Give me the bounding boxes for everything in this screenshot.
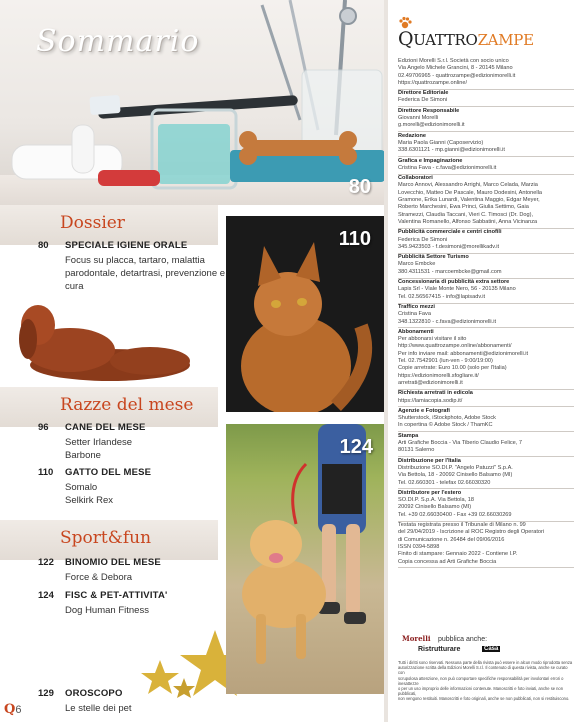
fineprint-line: o per un uso improprio delle informazioni contenute. Manoscritti e foto inviati, anche se non pubblicati, (398, 686, 563, 697)
credit-line: 02.49706965 - quattrozampe@edizionimorelli.it (398, 72, 516, 79)
credit-line: Lovecchio, Matteo De Pascale, Mauro Dodesini, Antonella (398, 189, 542, 196)
ristrutturare-logo: Ristrutturare (418, 646, 461, 653)
credit-line: https://lamiacopia.sodip.it/ (398, 397, 463, 404)
credit-line: Per info inviare mail: abbonamenti@edizionimorelli.it (398, 350, 529, 357)
hero-image-oral-hygiene (0, 0, 385, 205)
also-published-label: pubblica anche: (438, 636, 488, 643)
credit-title: Direttore Responsabile (398, 107, 460, 114)
logo-initial: Q (398, 28, 414, 50)
credit-line: http://www.quattrozampe.online/abbonamenti/ (398, 343, 512, 350)
credit-block (398, 175, 574, 226)
credit-block (398, 304, 574, 326)
credit-block (398, 133, 574, 155)
credit-line: Valentina Romanello, Alfonso Sabbatini, Anna Vicinanza (398, 218, 538, 225)
credit-line: Finito di stampare: Gennaio 2022 - Contiene I.P. (398, 551, 518, 558)
credit-title: Traffico mezzi (398, 304, 435, 310)
credit-block (398, 58, 574, 87)
toc-entry[interactable] (38, 467, 218, 509)
credit-title: Distribuzione per l'Italia (398, 457, 461, 464)
credit-line: ISSN 0394-5898 (398, 543, 440, 550)
entry-description: Force & Debora (65, 572, 133, 583)
credit-line: Distribuzione SO.DI.P. "Angelo Patuzzi" S.p.A. (398, 464, 513, 471)
cat-photo (226, 216, 385, 412)
credit-title: Abbonamenti (398, 328, 434, 335)
credit-line: https://edizionimorelli.sfogliare.it/ (398, 372, 479, 379)
credit-block (398, 108, 574, 130)
fineprint-line: autorizzazione scritta della Edizioni Morelli S.r.l. Il contenuto di questa rivista, anche se curato con (398, 665, 568, 676)
folio (4, 702, 21, 717)
credit-line: Stramezzi, Claudia Taccani, Vieri C. Timosci (Dr. Dog), (398, 211, 534, 218)
entry-page: 124 (38, 590, 54, 601)
photo-page-number: 110 (338, 228, 371, 250)
section-title: Dossier (60, 213, 125, 233)
fineprint (398, 660, 574, 702)
credit-line: Federica De Simoni (398, 97, 448, 104)
entry-heading: OROSCOPO (65, 688, 123, 699)
credit-line: 338.6301121 - mp.gianni@edizionimorelli.it (398, 147, 505, 154)
credit-line: Maria Paola Gianni (Caposervizio) (398, 139, 484, 146)
credit-line: arretrati@edizionimorelli.it (398, 379, 463, 386)
credit-line: Copia concessa ad Arti Grafiche Boccia (398, 558, 497, 565)
entry-page: 110 (38, 467, 54, 478)
credit-line: 80131 Salerno (398, 447, 435, 454)
runner-dog-illustration (226, 424, 385, 694)
toc-entry[interactable] (38, 590, 218, 618)
credit-block (398, 458, 574, 487)
canicross-photo (226, 424, 385, 694)
credit-line: Roberto Marchesini, Ewa Princi, Giulia Settimo, Gaia (398, 204, 529, 211)
entry-heading: CANE DEL MESE (65, 422, 146, 433)
credit-line: SO.DI.P. S.p.A. Via Bettola, 18 (398, 497, 474, 504)
section-header-dossier (0, 205, 218, 245)
entry-description: Focus su placca, tartaro, malattia parodontale, detartrasi, prevenzione e cura (65, 255, 226, 292)
toc-entry[interactable] (38, 688, 218, 716)
credit-line: Gramone, Erika Lunardi, Valentina Maggio, Edgar Meyer, (398, 197, 540, 204)
credit-line: 20092 Cinisello Balsamo (MI) (398, 504, 472, 511)
fineprint-line: Tutti i diritti sono riservati. Nessuna parte della rivista può essere in alcun modo riprodotta senza (398, 660, 573, 665)
credit-line: Tel. 02.56567415 - info@lapisadv.it (398, 293, 486, 300)
masthead-column (398, 0, 574, 722)
credit-line: Via Bettola, 18 - 20092 Cinisello Balsamo (MI) (398, 472, 513, 479)
credit-line: Shutterstock, iStockphoto, Adobe Stock (398, 415, 496, 422)
quattrozampe-logo (398, 22, 574, 52)
credit-line: https://quattrozampe.online/ (398, 79, 468, 86)
entry-heading: GATTO DEL MESE (65, 467, 152, 478)
credit-line: Testata registrata presso il Tribunale di Milano n. 99 (398, 522, 526, 529)
credit-block (398, 433, 574, 455)
credit-title: Redazione (398, 132, 426, 139)
morelli-logo: Morelli (402, 634, 431, 643)
credit-line: Arti Grafiche Boccia - Via Tiberio Claudio Felice, 7 (398, 440, 522, 447)
credit-line: Marco Embcke (398, 261, 436, 268)
credit-line: Cristina Fava (398, 311, 431, 318)
setter-photo (0, 295, 225, 387)
credit-line: Tel. +39 02.66030400 - Fax +39 02.66030269 (398, 511, 512, 518)
credit-line: Copie arretrate: Euro 10.00 (solo per l'Italia) (398, 365, 507, 372)
credit-line: 345.9423503 - f.desimoni@morellikadv.it (398, 243, 500, 250)
section-title: Razze del mese (60, 395, 194, 415)
credit-title: Richiesta arretrati in edicola (398, 390, 473, 397)
credit-line: di Comunicazione n. 26484 del 09/06/2016 (398, 536, 505, 543)
credit-line: Edizioni Morelli S.r.l. Società con socio unico (398, 58, 509, 64)
credit-block (398, 90, 574, 105)
setter-illustration (0, 295, 225, 387)
toc-entry[interactable] (38, 422, 218, 464)
credit-block (398, 279, 574, 301)
entry-heading: BINOMIO DEL MESE (65, 557, 161, 568)
credit-block (398, 158, 574, 173)
credit-line: Giovanni Morelli (398, 115, 439, 122)
entry-heading: FISC & PET-ATTIVITA' (65, 590, 168, 601)
fineprint-line: scrupolosa attenzione, non può comportare specifiche responsabilità per involontari errori o inesattezze (398, 675, 564, 686)
credit-title: Grafica e Impaginazione (398, 157, 463, 164)
credit-title: Pubblicità Settore Turismo (398, 254, 469, 261)
credit-title: Direttore Editoriale (398, 90, 449, 97)
credit-block (398, 490, 574, 519)
credit-line: Tel. 02.7542901 (lun-ven - 9:00/19:00) (398, 358, 493, 365)
entry-description: Le stelle dei pet (65, 703, 132, 714)
credit-line: In copertina © Adobe Stock / ThamKC (398, 422, 493, 429)
credit-line: Per abbonarsi visitare il sito (398, 336, 467, 343)
fineprint-line: non vengono restituiti. Manoscritti e foto originali, anche se non pubblicati, non si restituiscono. (398, 696, 570, 702)
casa-logo: Casa (484, 646, 499, 652)
entry-page: 80 (38, 240, 49, 251)
entry-page: 96 (38, 422, 49, 433)
credit-title: Collaboratori (398, 175, 433, 182)
credit-title: Pubblicità commerciale e centri cinofili (398, 229, 502, 236)
credit-title: Concessionaria di pubblicità extra settore (398, 279, 510, 286)
credit-line: del 29/04/2019 - Iscrizione al ROC Registro degli Operatori (398, 529, 545, 536)
page-title: Sommario (36, 24, 200, 59)
photo-page-number: 124 (339, 436, 373, 458)
publisher-logos (400, 634, 576, 658)
column-divider (384, 0, 388, 722)
toc-entry[interactable] (38, 240, 226, 300)
entry-page: 122 (38, 557, 54, 568)
credit-block (398, 390, 574, 405)
credit-line: g.morelli@edizionimorelli.it (398, 122, 465, 129)
toc-entry[interactable] (38, 557, 218, 585)
credit-line: Marco Annovi, Alessandro Arrighi, Marco Celada, Marzia (398, 182, 538, 189)
logo-middle: UATTRO (413, 31, 478, 49)
folio-page: 6 (15, 704, 22, 716)
credit-block (398, 229, 574, 251)
credit-line: Federica De Simoni (398, 236, 448, 243)
section-title: Sport&fun (60, 528, 152, 548)
entry-description: Setter Irlandese Barbone (65, 437, 133, 461)
credit-line: Via Angelo Michele Grancini, 8 - 20145 Milano (398, 65, 513, 72)
credit-line: Lapis Srl - Viale Monte Nero, 56 - 20135 Milano (398, 286, 516, 293)
credit-title: Agenzie e Fotografi (398, 407, 450, 414)
credit-separator (398, 567, 574, 568)
credit-line: Cristina Fava - c.fava@edizionimorelli.it (398, 164, 497, 171)
entry-description: Dog Human Fitness (65, 605, 149, 616)
credit-line: Tel. 02.660301 - telefax 02.66030320 (398, 479, 491, 486)
entry-heading: SPECIALE IGIENE ORALE (65, 240, 188, 251)
credit-block (398, 522, 574, 566)
section-header-breeds (0, 387, 218, 427)
section-header-sport (0, 520, 218, 560)
credit-block (398, 408, 574, 430)
logo-end: ZAMPE (477, 31, 534, 49)
entry-page: 129 (38, 688, 54, 699)
credit-title: Distributore per l'estero (398, 489, 462, 496)
credit-line: 380.4311531 - marcoembcke@gmail.com (398, 268, 502, 275)
entry-description: Somalo Selkirk Rex (65, 482, 114, 506)
credit-block (398, 329, 574, 387)
credit-title: Stampa (398, 432, 419, 439)
credit-line: 348.1322810 - c.fava@edizionimorelli.it (398, 318, 497, 325)
credit-block (398, 254, 574, 276)
folio-prefix: Q (4, 702, 16, 717)
hero-page-number: 80 (348, 176, 371, 198)
